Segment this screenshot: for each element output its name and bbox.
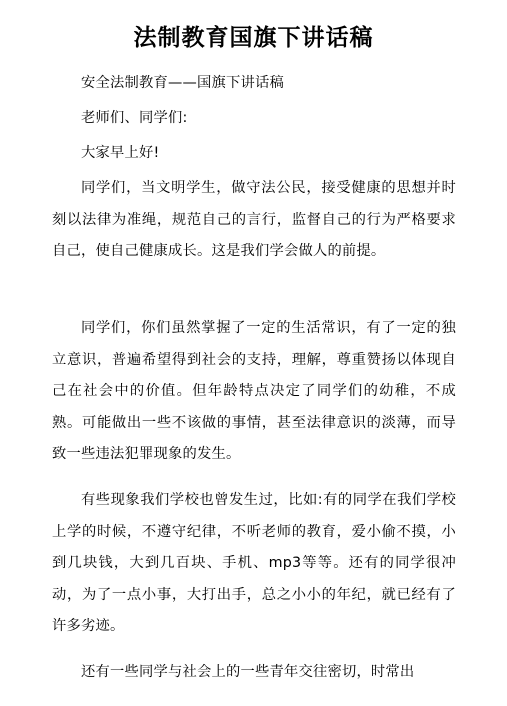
- body-paragraph: 同学们，当文明学生，做守法公民，接受健康的思想并时刻以法律为准绳，规范自己的言行，监督自己的行为严格要求自己，使自己健康成长。这是我们学会做人的前提。: [52, 180, 456, 259]
- body-paragraph: 还有一些同学与社会上的一些青年交往密切，时常出: [81, 664, 415, 680]
- greeting-paragraph: 大家早上好!: [81, 145, 160, 161]
- salutation-paragraph: 老师们、同学们:: [81, 110, 188, 126]
- subtitle-paragraph: 安全法制教育——国旗下讲话稿: [81, 75, 284, 91]
- body-paragraph: 同学们，你们虽然掌握了一定的生活常识，有了一定的独立意识，普遍希望得到社会的支持，理解，尊重赞扬以体现自己在社会中的价值。但年龄特点决定了同学们的幼稚，不成熟。可能做出一些不该做的事情，甚至法律意识的淡薄，而导致一些违法犯罪现象的发生。: [52, 320, 456, 462]
- document-title: 法制教育国旗下讲话稿: [133, 25, 374, 51]
- body-paragraph: 有些现象我们学校也曾发生过，比如:有的同学在我们学校上学的时候，不遵守纪律，不听老师的教育，爱小偷不摸，小到几块钱，大到几百块、手机、mp3等等。还有的同学很冲动，为了一点小事，大打出手，总之小小的年纪，就已经有了许多劣迹。: [52, 492, 456, 634]
